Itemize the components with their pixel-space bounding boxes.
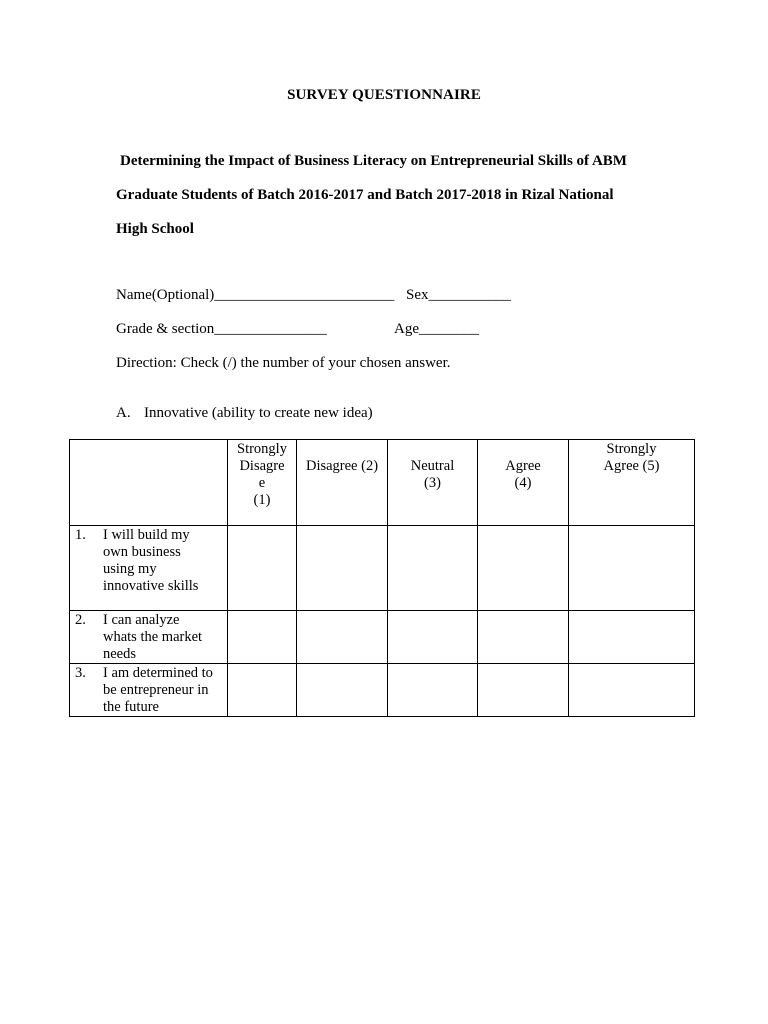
table-row [70,664,695,717]
header-text: (3) [424,475,441,491]
answer-cell-1[interactable] [228,664,297,717]
header-text: Strongly [606,441,657,457]
study-title-line-1: Determining the Impact of Business Literacy on Entrepreneurial Skills of ABM [120,153,627,169]
statement-number: 1. [75,527,86,543]
statement-text: whats the market [103,629,203,645]
answer-cell-2[interactable] [297,611,388,664]
statement-number: 3. [75,665,86,681]
study-title-line-2: Graduate Students of Batch 2016-2017 and Batch 2017-2018 in Rizal National [116,187,614,203]
statement-text: I can analyze [103,612,180,628]
direction-text: Direction: Check (/) the number of your chosen answer. [116,355,451,371]
rating-table [69,439,695,717]
header-text: Neutral [410,458,455,474]
header-agree [478,440,569,526]
statement-cell [70,664,228,717]
answer-cell-2[interactable] [297,664,388,717]
answer-cell-5[interactable] [569,611,695,664]
header-text: (4) [514,475,532,491]
answer-cell-4[interactable] [478,611,569,664]
header-text: Agree (5) [603,458,660,474]
section-label: Innovative (ability to create new idea) [144,405,373,421]
grade-section-field[interactable]: Grade & section_______________ [116,321,327,337]
statement-number: 2. [75,612,86,628]
statement-text: the future [103,699,159,715]
statement-text: needs [103,646,137,662]
header-text: Strongly [237,441,287,457]
header-strongly-agree [569,440,695,526]
study-title-line-3: High School [116,221,194,237]
statement-text: I will build my [103,527,190,543]
answer-cell-3[interactable] [388,664,478,717]
section-letter: A. [116,405,131,421]
header-strongly-disagree [228,440,297,526]
header-neutral [388,440,478,526]
answer-cell-2[interactable] [297,526,388,611]
statement-text: I am determined to [103,665,213,681]
header-text: Agree [505,458,541,474]
statement-text: innovative skills [103,578,199,594]
header-text: (1) [253,492,271,508]
answer-cell-1[interactable] [228,526,297,611]
statement-text: be entrepreneur in [103,682,209,698]
statement-text: own business [103,544,181,560]
answer-cell-5[interactable] [569,664,695,717]
table-row [70,611,695,664]
answer-cell-4[interactable] [478,664,569,717]
survey-title: SURVEY QUESTIONNAIRE [287,87,481,103]
header-disagree [297,440,388,526]
sex-field[interactable]: Sex___________ [406,287,511,303]
section-heading [116,405,373,422]
statement-text: using my [103,561,157,577]
age-field[interactable]: Age________ [394,321,479,337]
answer-cell-3[interactable] [388,526,478,611]
header-text: e [258,475,266,491]
answer-cell-3[interactable] [388,611,478,664]
answer-cell-4[interactable] [478,526,569,611]
name-field[interactable]: Name(Optional)________________________ [116,287,395,303]
table-row [70,526,695,611]
statement-cell [70,611,228,664]
header-text: Disagree (2) [305,458,379,474]
answer-cell-5[interactable] [569,526,695,611]
header-text: Disagre [239,458,285,474]
table-header-row [70,440,695,526]
answer-cell-1[interactable] [228,611,297,664]
header-blank-cell [70,440,228,526]
statement-cell [70,526,228,611]
